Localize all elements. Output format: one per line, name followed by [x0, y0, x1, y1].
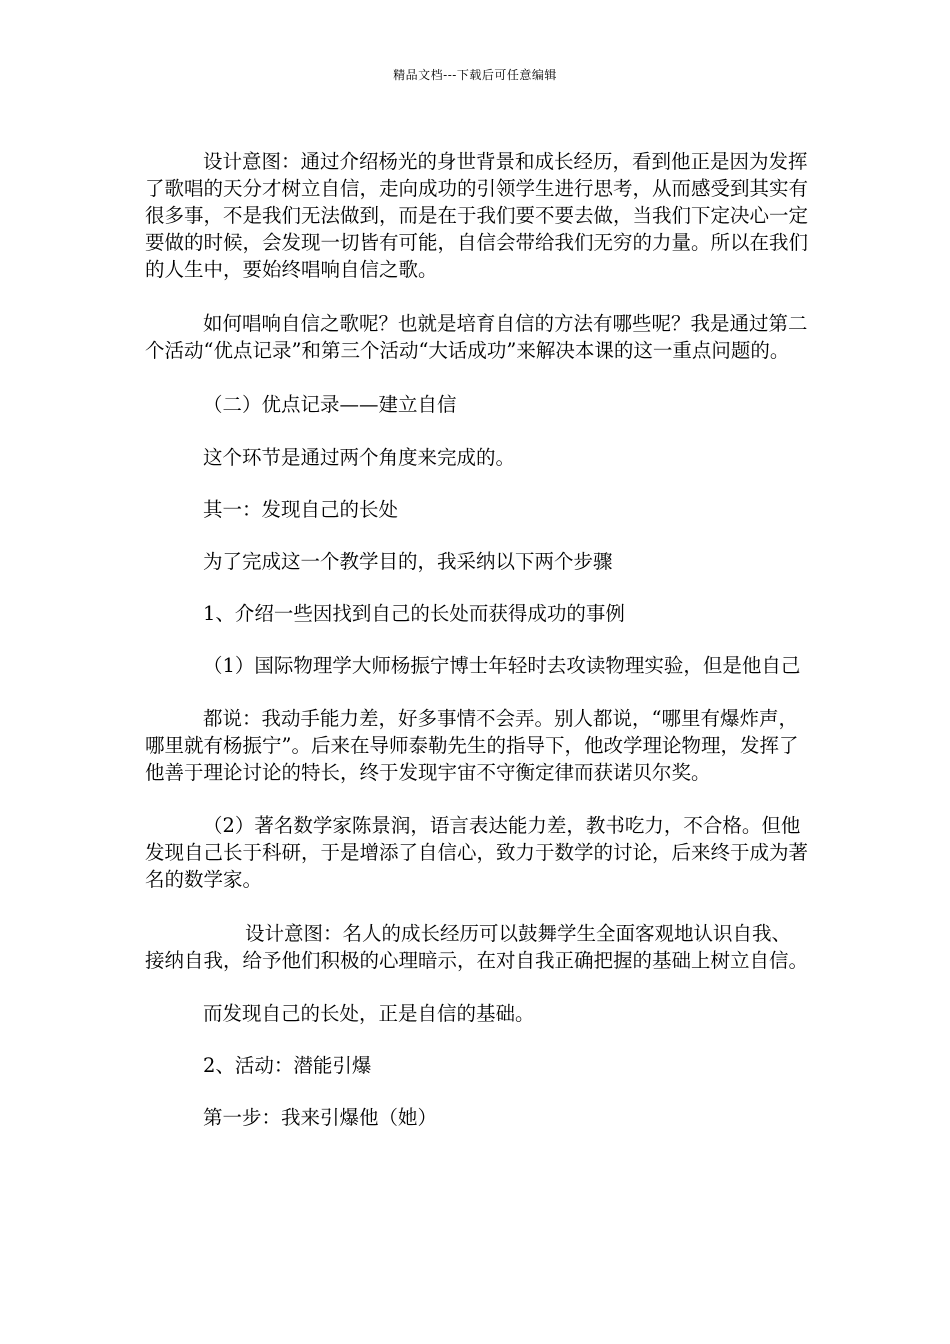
paragraph-step-1: 1、介绍一些因找到自己的长处而获得成功的事例	[203, 602, 625, 625]
paragraph-step-2: 2、活动：潜能引爆	[203, 1054, 372, 1077]
paragraph-two-angles: 这个环节是通过两个角度来完成的。	[203, 446, 516, 469]
paragraph-example-chen: （2）著名数学家陈景润，语言表达能力差，教书吃力，不合格。但他发现自己长于科研，于是增添了自信心，致力于数学的讨论，后来终于成为著名的数学家。	[145, 814, 809, 891]
paragraph-foundation: 而发现自己的长处，正是自信的基础。	[203, 1002, 535, 1025]
paragraph-design-intent-1: 设计意图：通过介绍杨光的身世背景和成长经历，看到他正是因为发挥了歌唱的天分才树立自信，走向成功的引领学生进行思考，从而感受到其实有很多事，不是我们无法做到，而是在于我们要不要去做，当我们下定决心一定要做的时候，会发现一切皆有可能，自信会带给我们无穷的力量。所以在我们的人生中，要始终唱响自信之歌。	[145, 150, 809, 281]
paragraph-point-one: 其一：发现自己的长处	[203, 498, 399, 521]
page-header: 精品文档---下载后可任意编辑	[393, 68, 557, 82]
paragraph-design-intent-2: 设计意图：名人的成长经历可以鼓舞学生全面客观地认识自我、接纳自我，给予他们积极的心理暗示，在对自我正确把握的基础上树立自信。	[145, 922, 809, 972]
document-body	[145, 148, 810, 1131]
paragraph-how-to-sing: 如何唱响自信之歌呢？也就是培育自信的方法有哪些呢？我是通过第二个活动“优点记录”和第三个活动“大话成功”来解决本课的这一重点问题的。	[145, 312, 808, 362]
paragraph-two-steps: 为了完成这一个教学目的，我采纳以下两个步骤	[203, 550, 613, 573]
section-heading-2: （二）优点记录——建立自信	[203, 393, 457, 416]
paragraph-example-yang: （1）国际物理学大师杨振宁博士年轻时去攻读物理实验，但是他自己	[203, 654, 801, 677]
paragraph-yang-continued: 都说：我动手能力差，好多事情不会弄。别人都说，“哪里有爆炸声，哪里就有杨振宁”。后来在导师泰勒先生的指导下，他改学理论物理，发挥了他善于理论讨论的特长，终于发现宇宙不守衡定律而获诺贝尔奖。	[145, 707, 799, 784]
paragraph-first-step: 第一步：我来引爆他（她）	[203, 1106, 438, 1129]
